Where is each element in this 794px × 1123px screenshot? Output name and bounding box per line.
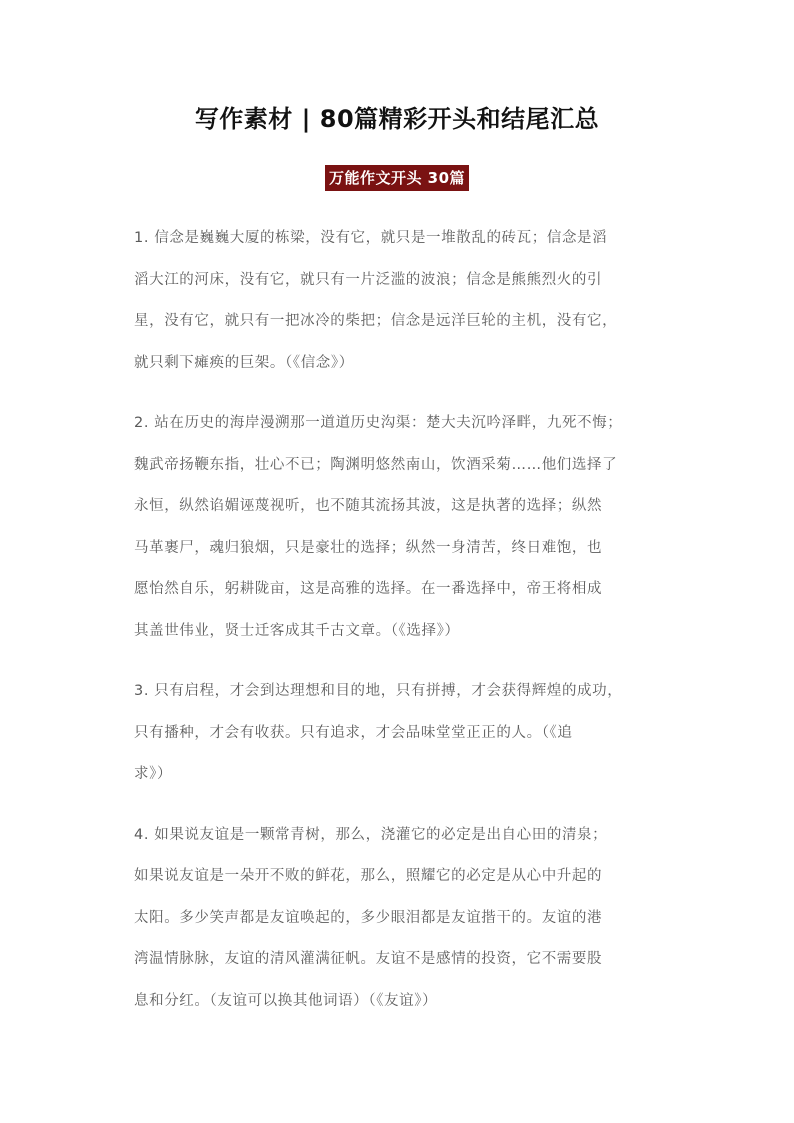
text-line: 滔大江的河床，没有它，就只有一片泛滥的波浪；信念是熊熊烈火的引 — [134, 271, 603, 288]
text-line: 愿怡然自乐，躬耕陇亩，这是高雅的选择。在一番选择中，帝王将相成 — [134, 581, 603, 597]
section-badge: 万能作文开头 30篇 — [325, 165, 469, 191]
paragraph-1 — [134, 218, 664, 384]
section-heading-row — [0, 165, 794, 191]
text-line: 只有播种，才会有收获。只有追求，才会品味堂堂正正的人。（《追 — [134, 724, 573, 741]
text-line: 息和分红。（友谊可以换其他词语）（《友谊》） — [134, 992, 438, 1009]
paragraph-3 — [134, 671, 664, 796]
text-line: 如果说友谊是一朵开不败的鲜花，那么，照耀它的必定是从心中升起的 — [134, 868, 603, 884]
text-line: 马革裹尸，魂归狼烟，只是豪壮的选择；纵然一身清苦，终日难饱，也 — [134, 539, 603, 556]
text-line: 星，没有它，就只有一把冰冷的柴把；信念是远洋巨轮的主机，没有它， — [134, 313, 618, 329]
text-line: 1. 信念是巍巍大厦的栋梁，没有它，就只是一堆散乱的砖瓦；信念是滔 — [134, 230, 608, 246]
text-line: 2. 站在历史的海岸漫溯那一道道历史沟渠：楚大夫沉吟泽畔，九死不悔； — [134, 415, 623, 431]
text-line: 太阳。多少笑声都是友谊唤起的，多少眼泪都是友谊揩干的。友谊的港 — [134, 909, 603, 926]
text-line: 永恒，纵然谄媚诬蔑视听，也不随其流扬其波，这是执著的选择；纵然 — [134, 498, 603, 514]
text-line: 3. 只有启程，才会到达理想和目的地，只有拼搏，才会获得辉煌的成功， — [134, 683, 623, 699]
text-line: 就只剩下瘫痪的巨架。（《信念》） — [134, 354, 354, 371]
text-line: 4. 如果说友谊是一颗常青树，那么，浇灌它的必定是出自心田的清泉； — [134, 826, 608, 843]
text-line: 求》） — [134, 766, 173, 782]
text-line: 湾温情脉脉，友谊的清风灌满征帆。友谊不是感情的投资，它不需要股 — [134, 951, 603, 967]
document-title: 写作素材 | 80篇精彩开头和结尾汇总 — [194, 105, 600, 133]
paragraph-4 — [134, 815, 664, 1023]
text-line: 魏武帝扬鞭东指，壮心不已；陶渊明悠然南山，饮酒采菊……他们选择了 — [134, 456, 618, 473]
paragraph-2 — [134, 403, 664, 652]
text-line: 其盖世伟业，贤士迁客成其千古文章。（《选择》） — [134, 622, 460, 639]
article-body — [134, 218, 664, 1041]
